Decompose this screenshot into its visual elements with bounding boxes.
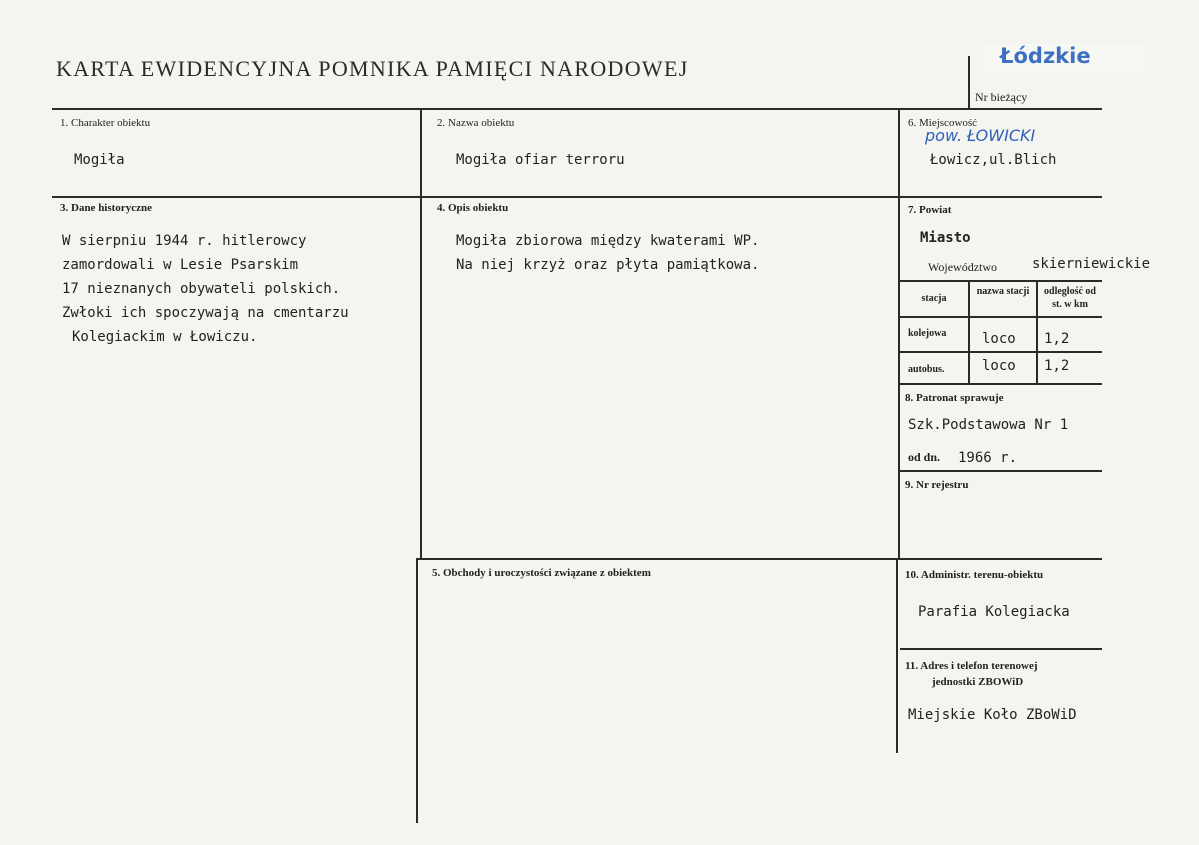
patronage-since-label: od dn. — [908, 450, 941, 464]
rule-station-header — [900, 316, 1102, 318]
station-row-distance: 1,2 — [1044, 331, 1070, 347]
col-divider-1 — [420, 108, 422, 558]
station-header-type: stacja — [921, 293, 947, 304]
rule-obchody — [416, 558, 1102, 560]
description-line: Mogiła zbiorowa między kwaterami WP. — [456, 233, 760, 249]
station-col-divider-1 — [968, 280, 970, 383]
field-5-label: 5. Obchody i uroczystości związane z obiektem — [432, 567, 651, 579]
col-divider-2 — [898, 108, 900, 558]
field-10-value: Parafia Kolegiacka — [918, 604, 1070, 620]
card-title: KARTA EWIDENCYJNA POMNIKA PAMIĘCI NARODOWEJ — [56, 56, 689, 81]
field-8-value: Szk.Podstawowa Nr 1 — [908, 417, 1069, 433]
rule-patronat — [900, 470, 1102, 472]
station-row-type: kolejowa — [908, 328, 947, 339]
station-row-type: autobus. — [908, 364, 945, 375]
station-row-distance: 1,2 — [1044, 358, 1070, 374]
history-line: W sierpniu 1944 r. hitlerowcy — [62, 233, 307, 249]
field-3-label: 3. Dane historyczne — [60, 202, 152, 214]
col-divider-1-lower — [416, 558, 418, 823]
station-row-name: loco — [982, 358, 1016, 374]
field-2-label: 2. Nazwa obiektu — [437, 117, 515, 129]
rule-station-row2 — [900, 383, 1102, 385]
voivodeship-label: Województwo — [928, 260, 998, 274]
patronage-since-value: 1966 r. — [958, 450, 1018, 466]
region-stamp: Łódzkie — [1000, 44, 1091, 68]
rule-administr — [900, 648, 1102, 650]
history-line: Zwłoki ich spoczywają na cmentarzu — [62, 305, 349, 321]
station-header-name: nazwa stacji — [976, 286, 1030, 297]
field-8-label: 8. Patronat sprawuje — [905, 392, 1004, 404]
col-divider-2-lower — [896, 558, 898, 753]
field-6-value: Łowicz,ul.Blich — [930, 152, 1057, 168]
station-header-distance: odległość od st. w km — [1044, 286, 1096, 310]
field-1-value: Mogiła — [74, 152, 125, 168]
history-line: Kolegiackim w Łowiczu. — [72, 329, 258, 345]
field-1-label: 1. Charakter obiektu — [60, 117, 151, 129]
station-row-name: loco — [982, 331, 1016, 347]
history-line: zamordowali w Lesie Psarskim — [62, 257, 299, 273]
field-9-label: 9. Nr rejestru — [905, 479, 969, 491]
description-line: Na niej krzyż oraz płyta pamiątkowa. — [456, 257, 760, 273]
field-11-label: 11. Adres i telefon terenowej — [905, 660, 1038, 672]
field-6-label: 6. Miejscowość — [908, 117, 978, 129]
field-7-miasto: Miasto — [920, 230, 971, 246]
history-line: 17 nieznanych obywateli polskich. — [62, 281, 341, 297]
rule-station-row1 — [900, 351, 1102, 353]
rule-top — [52, 108, 1102, 110]
rule-row1 — [52, 196, 1102, 198]
field-11-value: Miejskie Koło ZBoWiD — [908, 707, 1077, 723]
field-11-label-continued: jednostki ZBOWiD — [932, 676, 1024, 688]
nr-box-divider — [968, 56, 970, 108]
current-number-label: Nr bieżący — [975, 90, 1028, 104]
field-4-label: 4. Opis obiektu — [437, 202, 509, 214]
field-6-handwritten-note: pow. ŁOWICKI — [925, 126, 1036, 145]
field-10-label: 10. Administr. terenu-obiektu — [905, 569, 1044, 581]
field-2-value: Mogiła ofiar terroru — [456, 152, 625, 168]
field-7-label: 7. Powiat — [908, 204, 952, 216]
voivodeship-value: skierniewickie — [1032, 256, 1151, 272]
rule-wojewodztwo — [900, 280, 1102, 282]
